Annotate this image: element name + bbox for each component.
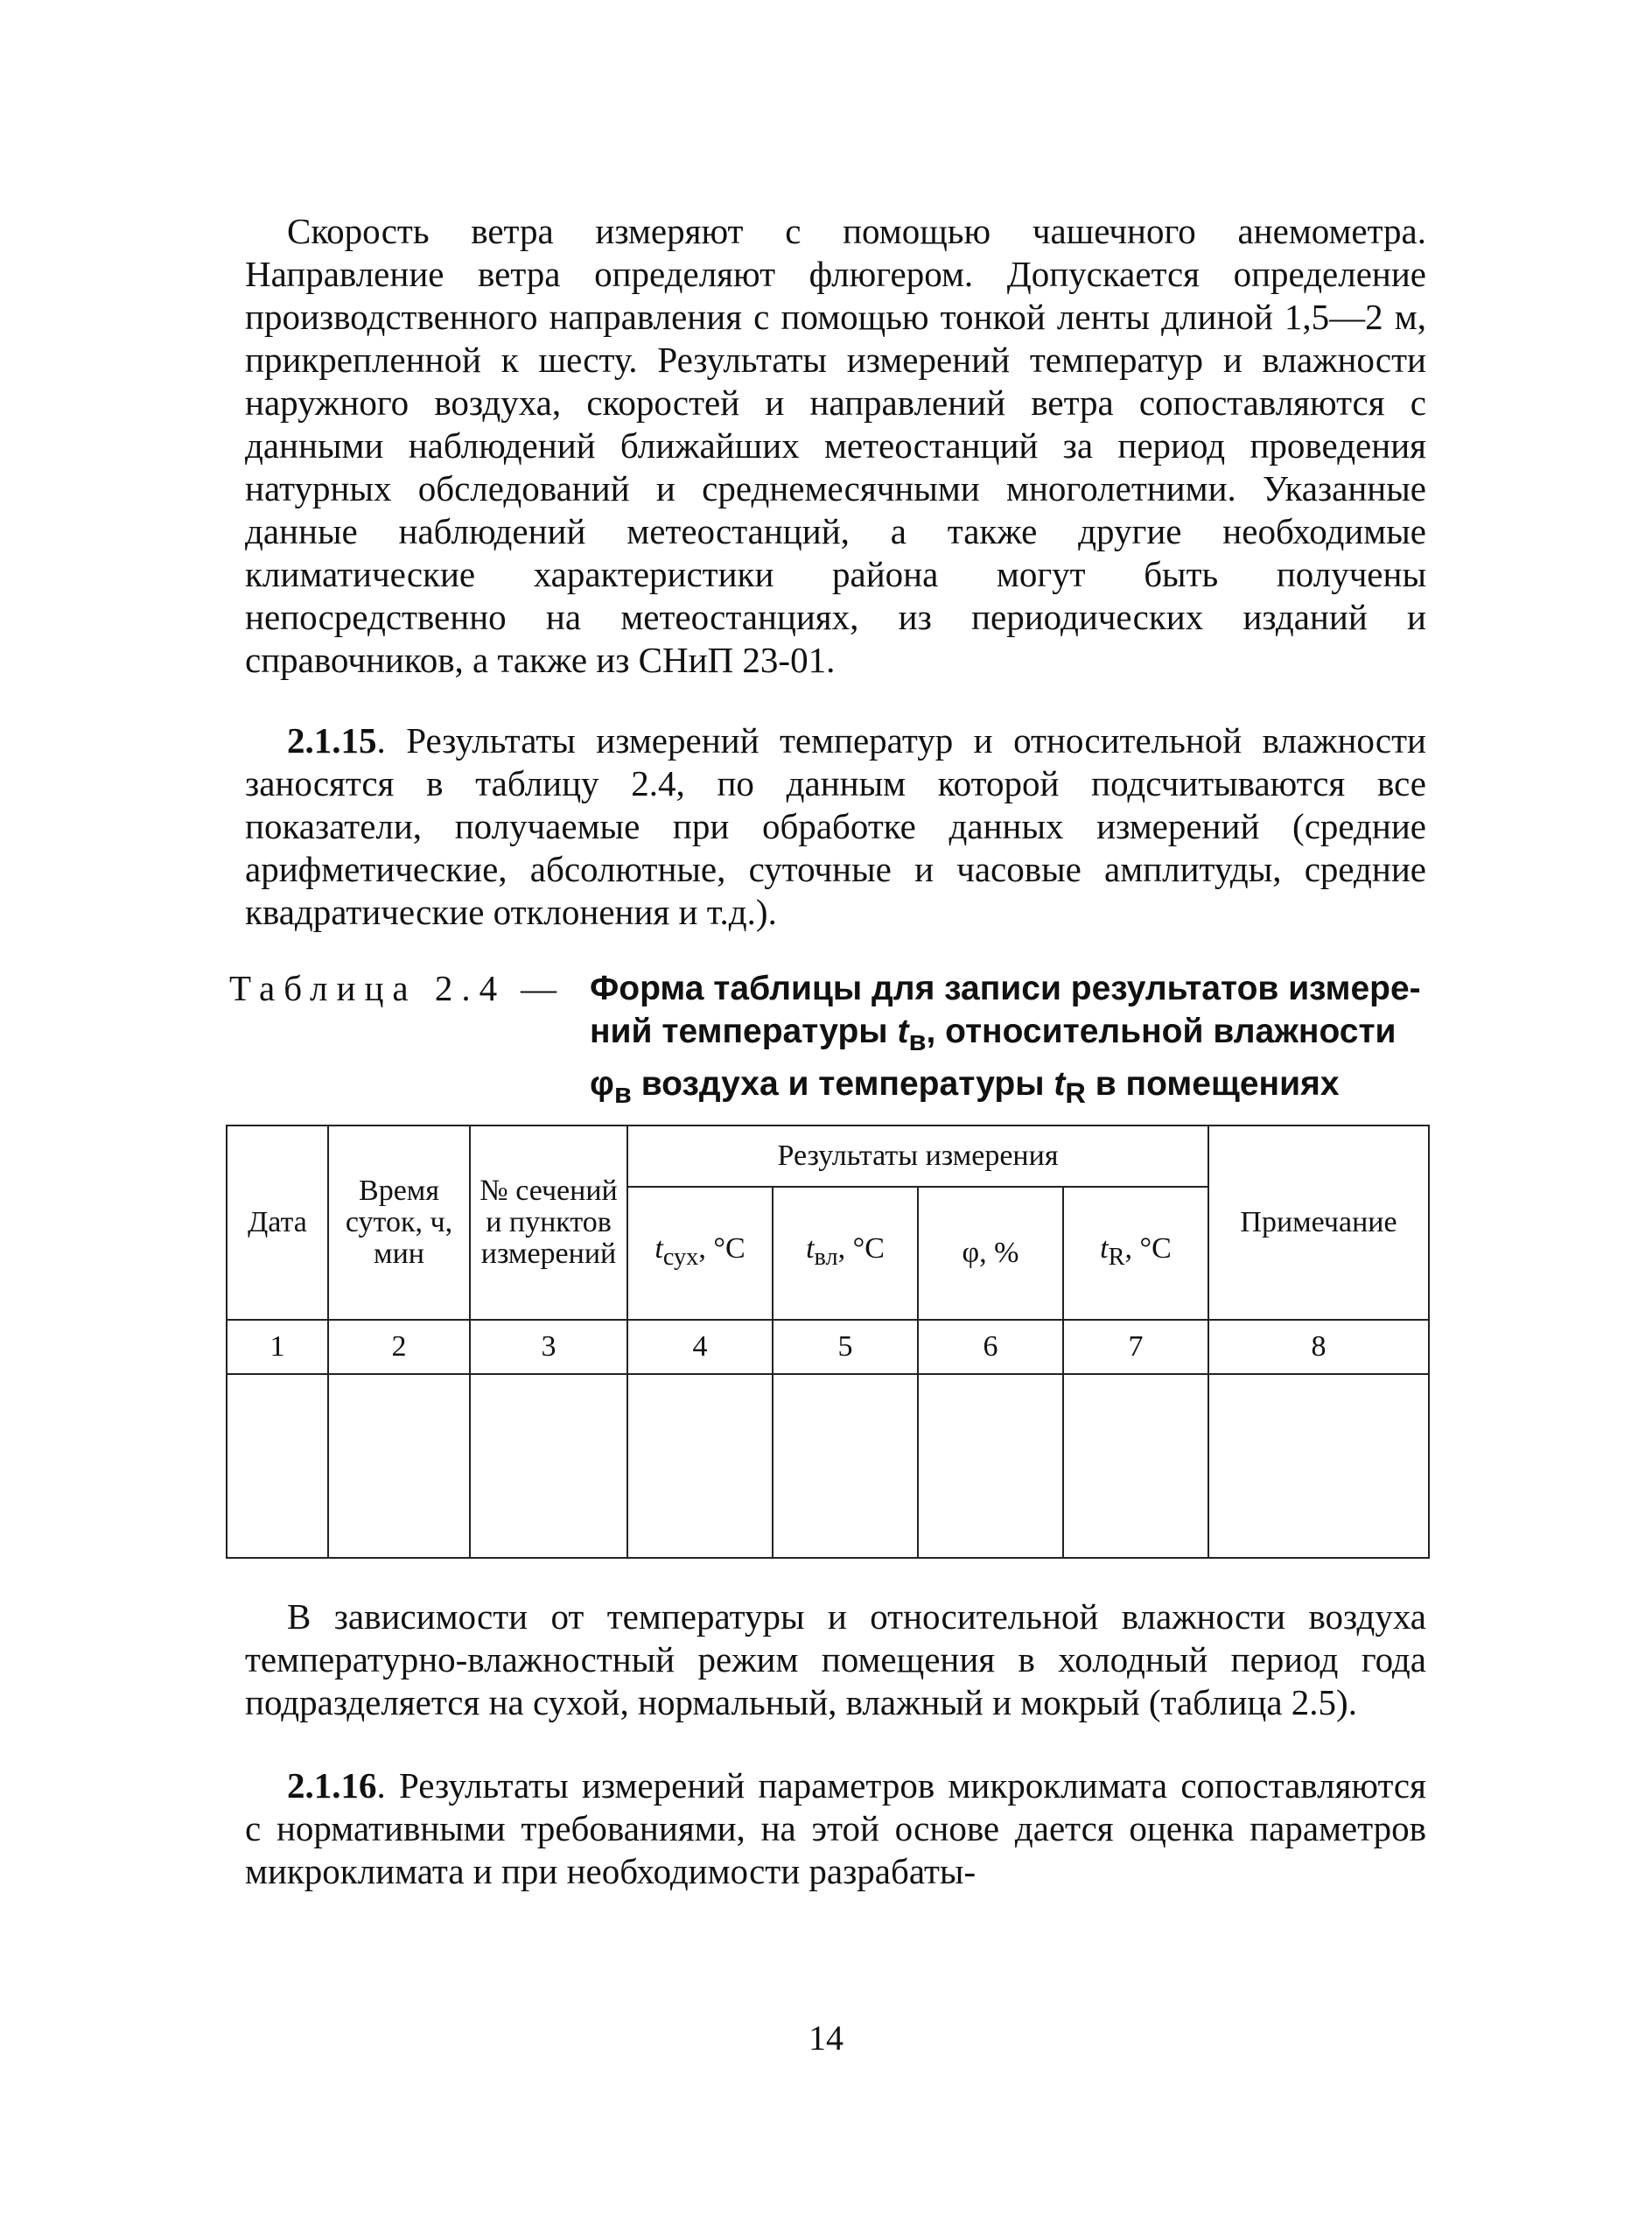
- paragraph-section-2-1-16: [245, 1764, 1426, 1893]
- table-caption-title: [590, 967, 1430, 1115]
- subheader-t-r: [1063, 1187, 1208, 1320]
- paragraph-section-2-1-15: [245, 719, 1426, 934]
- empty-cell: [470, 1374, 627, 1558]
- column-number: 2: [328, 1320, 470, 1374]
- var-t: t: [654, 1232, 663, 1266]
- empty-cell: [328, 1374, 470, 1558]
- table-caption-label: Таблица 2.4: [229, 968, 507, 1008]
- caption-sub-r: R: [1065, 1076, 1086, 1109]
- caption-text: воздуха и температуры: [631, 1064, 1054, 1103]
- column-number: 7: [1063, 1320, 1208, 1374]
- caption-var-t: t: [897, 1013, 909, 1050]
- subheader-t-wet: [773, 1187, 918, 1320]
- header-results: Результаты измерения: [627, 1126, 1208, 1187]
- section-number: 2.1.16: [287, 1765, 377, 1806]
- subheader-phi: φ, %: [918, 1187, 1063, 1320]
- table-empty-row: [227, 1374, 1429, 1558]
- caption-sub-v: в: [613, 1076, 632, 1109]
- sub-wet: вл: [814, 1243, 838, 1271]
- caption-sub-v: в: [908, 1024, 927, 1056]
- caption-text: Форма таблицы для записи результатов измерений температуры: [590, 970, 1421, 1050]
- empty-cell: [1063, 1374, 1208, 1558]
- column-number: 8: [1208, 1320, 1429, 1374]
- section-text: . Результаты измерений параметров микроклимата сопоставляются с нормативными требованиями, на этой основе дается оценка параметров микроклимата и при необходимости разрабаты-: [245, 1765, 1426, 1891]
- empty-cell: [773, 1374, 918, 1558]
- section-text: . Результаты измерений температур и относительной влажности заносятся в таблицу 2.4, по данным которой подсчитываются все показатели, получаемые при обработке данных измерений (средние арифметические, абсолютные, суточные и часовые амплитуды, средние квадратические отклонения и т.д.).: [245, 720, 1426, 932]
- header-note: Примечание: [1208, 1126, 1429, 1320]
- column-number: 6: [918, 1320, 1063, 1374]
- header-date: Дата: [227, 1126, 328, 1320]
- sub-dry: сух: [662, 1243, 699, 1271]
- page-number: 14: [808, 2018, 844, 2058]
- column-number: 3: [470, 1320, 627, 1374]
- caption-var-phi: φ: [590, 1064, 614, 1103]
- empty-cell: [1208, 1374, 1429, 1558]
- caption-var-t: t: [1054, 1064, 1066, 1103]
- paragraph-wind-measurement: Скорость ветра измеряют с помощью чашечного анемометра. Направление ветра определяют флюгером. Допускается определение производственного направления с помощью тонкой ленты длиной 1,5—2 м, прикрепленной к шесту. Результаты измерений температур и влажности наружного воздуха, скоростей и направлений ветра сопоставляются с данными наблюдений ближайших метеостанций за период проведения натурных обследований и среднемесячными многолетними. Указанные данные наблюдений метеостанций, а также другие необходимые климатические характеристики района могут быть получены непосредственно на метеостанциях, из периодических изданий и справочников, а также из СНиП 23-01.: [245, 211, 1426, 680]
- caption-text: , относительной влажности: [926, 1013, 1396, 1050]
- table-column-numbers-row: [227, 1320, 1429, 1374]
- column-number: 1: [227, 1320, 328, 1374]
- unit: , °С: [837, 1232, 885, 1266]
- subheader-t-dry: [627, 1187, 773, 1320]
- table-caption-dash: —: [521, 968, 556, 1008]
- column-number: 4: [627, 1320, 773, 1374]
- column-number: 5: [773, 1320, 918, 1374]
- caption-text: в помещениях: [1085, 1064, 1340, 1103]
- empty-cell: [918, 1374, 1063, 1558]
- empty-cell: [627, 1374, 773, 1558]
- section-number: 2.1.15: [287, 720, 377, 761]
- paragraph-humidity-regime: В зависимости от температуры и относительной влажности воздуха температурно-влажностный режим помещения в холодный период года подразделяется на сухой, нормальный, влажный и мокрый (таблица 2.5).: [245, 1596, 1426, 1722]
- var-t: t: [1100, 1232, 1109, 1266]
- sub-r: R: [1108, 1243, 1125, 1271]
- measurement-form-table: [226, 1125, 1430, 1559]
- header-time: Время суток, ч, мин: [328, 1126, 470, 1320]
- var-t: t: [806, 1232, 815, 1266]
- empty-cell: [227, 1374, 328, 1558]
- table-header-row: [227, 1126, 1429, 1187]
- unit: , °С: [698, 1232, 746, 1266]
- header-section-points: № сечений и пунктов измерений: [470, 1126, 627, 1320]
- unit: , °С: [1124, 1232, 1172, 1266]
